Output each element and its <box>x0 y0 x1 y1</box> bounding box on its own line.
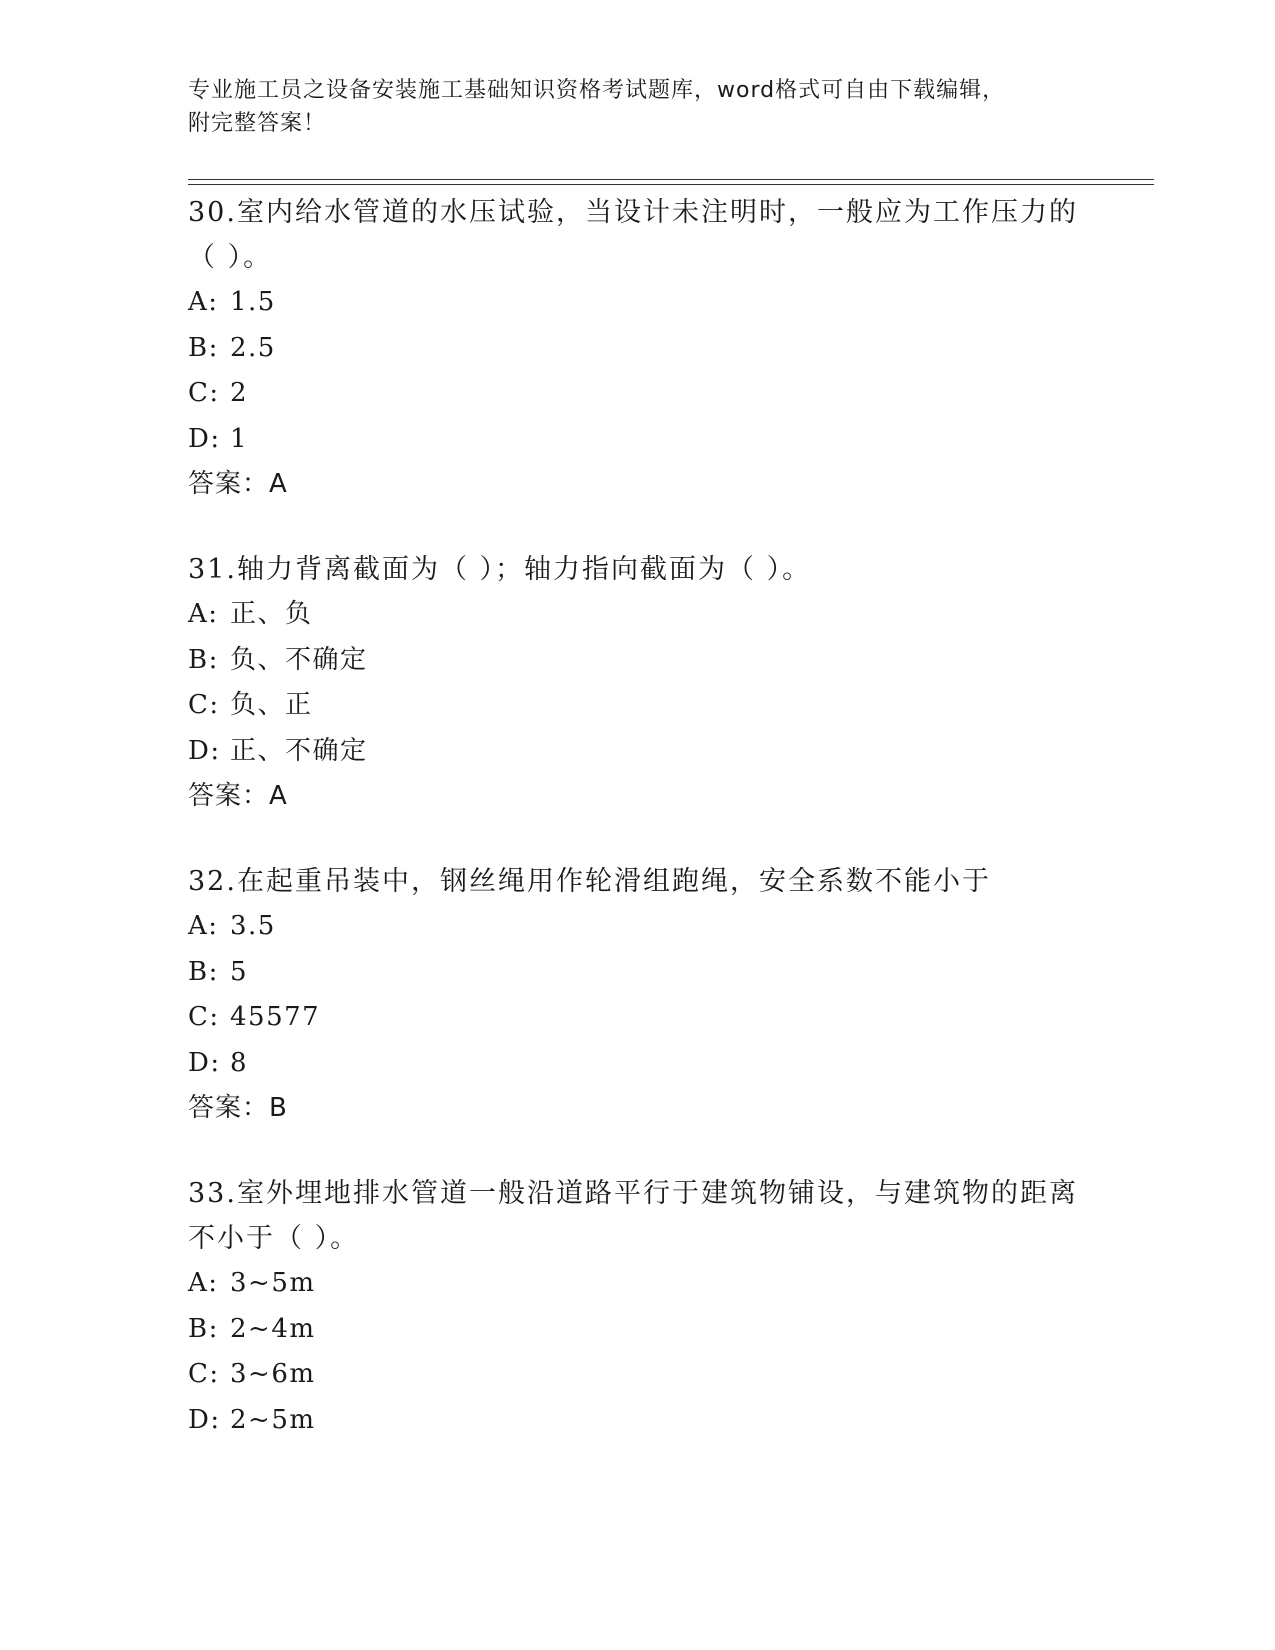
option-letter: D: <box>188 423 221 454</box>
option-text: 正、负 <box>230 599 313 629</box>
question-text-line-1: 33.室外埋地排水管道一般沿道路平行于建筑物铺设，与建筑物的距离 <box>188 1178 1078 1209</box>
option-text: 负、正 <box>230 690 313 720</box>
header-line-1: 专业施工员之设备安装施工基础知识资格考试题库，word格式可自由下载编辑， <box>188 78 1006 103</box>
option-b <box>188 1307 1088 1353</box>
option-text: 正、不确定 <box>230 735 368 766</box>
option-letter: D: <box>188 1047 221 1078</box>
option-text: 负、不确定 <box>230 644 368 675</box>
question-text <box>188 190 1088 280</box>
option-text: 2~4m <box>230 1313 316 1344</box>
option-b <box>188 638 1088 684</box>
option-text: 3~6m <box>230 1359 316 1389</box>
option-letter: B: <box>188 1313 219 1344</box>
option-a <box>188 904 1088 950</box>
option-letter: B: <box>188 644 219 675</box>
option-a <box>188 1261 1088 1307</box>
option-d <box>188 417 1088 463</box>
option-b <box>188 950 1088 996</box>
option-text: 5 <box>230 956 249 987</box>
option-text: 1.5 <box>230 287 276 317</box>
question-30 <box>188 190 1088 507</box>
option-c <box>188 995 1088 1041</box>
question-text <box>188 547 1088 592</box>
question-text-line-1: 30.室内给水管道的水压试验，当设计未注明时，一般应为工作压力的 <box>188 197 1078 228</box>
answer-line: 答案：A <box>188 781 288 811</box>
option-text: 2 <box>230 378 249 408</box>
document-header <box>188 74 1088 140</box>
option-text: 3~5m <box>230 1268 316 1298</box>
question-33 <box>188 1171 1088 1443</box>
question-text-line-1: 31.轴力背离截面为（ ）；轴力指向截面为（ ）。 <box>188 554 812 585</box>
option-text: 2~5m <box>230 1404 316 1435</box>
option-letter: D: <box>188 1404 221 1435</box>
option-text: 1 <box>230 423 249 454</box>
answer-line: 答案：B <box>188 1093 288 1123</box>
question-text-line-2: 不小于（ ）。 <box>188 1223 360 1254</box>
header-divider-top <box>188 179 1154 180</box>
option-d <box>188 1041 1088 1087</box>
option-a <box>188 592 1088 638</box>
option-letter: A: <box>188 1268 219 1298</box>
header-divider-bottom <box>188 184 1154 185</box>
option-letter: A: <box>188 287 219 317</box>
option-text: 3.5 <box>230 911 276 941</box>
option-letter: C: <box>188 1359 220 1389</box>
option-b <box>188 326 1088 372</box>
question-31 <box>188 547 1088 819</box>
option-a <box>188 280 1088 326</box>
option-d <box>188 729 1088 775</box>
option-letter: C: <box>188 1002 220 1032</box>
option-letter: B: <box>188 332 219 363</box>
header-line-2: 附完整答案！ <box>188 111 327 136</box>
question-text <box>188 859 1088 904</box>
option-c <box>188 683 1088 729</box>
question-32 <box>188 859 1088 1131</box>
option-letter: C: <box>188 378 220 408</box>
option-text: 2.5 <box>230 332 276 363</box>
option-letter: B: <box>188 956 219 987</box>
option-letter: A: <box>188 911 219 941</box>
question-text-line-1: 32.在起重吊装中，钢丝绳用作轮滑组跑绳，安全系数不能小于 <box>188 866 991 897</box>
option-letter: D: <box>188 735 221 766</box>
option-letter: A: <box>188 599 219 629</box>
answer-line: 答案：A <box>188 469 288 499</box>
option-c <box>188 371 1088 417</box>
option-text: 8 <box>230 1047 249 1078</box>
question-text <box>188 1171 1088 1261</box>
option-d <box>188 1398 1088 1444</box>
question-list <box>188 190 1088 1483</box>
question-text-line-2: （ ）。 <box>188 242 273 273</box>
option-c <box>188 1352 1088 1398</box>
option-letter: C: <box>188 690 220 720</box>
option-text: 45577 <box>230 1002 321 1032</box>
